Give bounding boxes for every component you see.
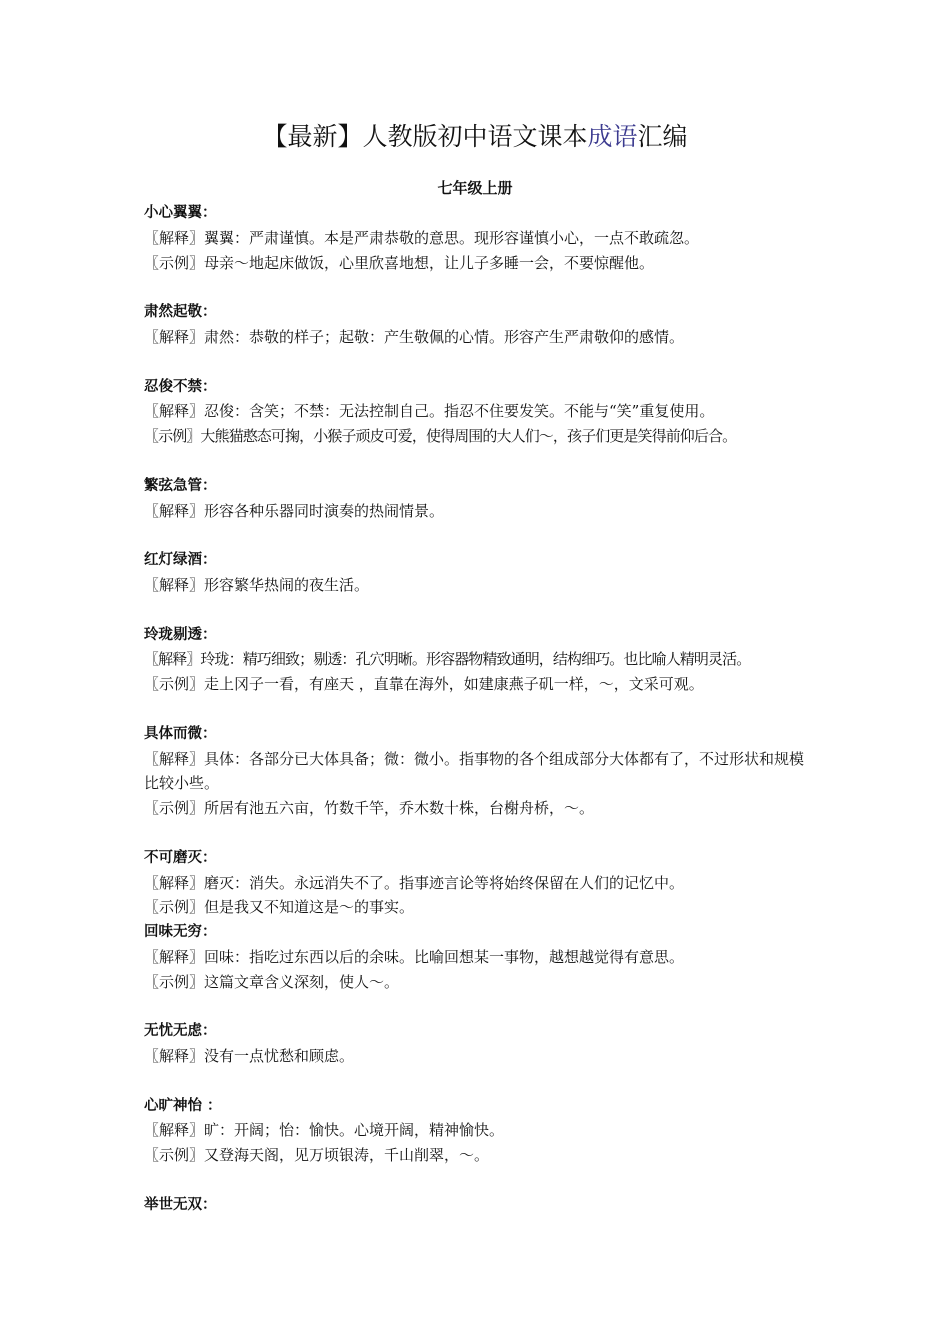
idiom-example: 〖示例〗这篇文章含义深刻，使人～。: [144, 972, 400, 991]
idiom-term: 肃然起敬：: [144, 304, 217, 321]
title-accent: 成语: [587, 122, 638, 151]
idiom-list: [144, 201, 812, 1218]
idiom-explanation: 〖解释〗磨灭：消失。永远消失不了。指事迹言论等将始终保留在人们的记忆中。: [144, 873, 685, 892]
idiom-example: 〖示例〗又登海天阁，见万顷银涛，千山削翠，～。: [144, 1146, 490, 1165]
idiom-example: 〖示例〗但是我又不知道这是～的事实。: [144, 898, 415, 917]
idiom-entry: [144, 548, 812, 598]
idiom-entry: [144, 1019, 812, 1069]
section-heading: 七年级上册: [437, 179, 513, 197]
idiom-term: 玲珑剔透：: [144, 626, 217, 643]
idiom-entry: [144, 375, 812, 449]
idiom-entry: [144, 201, 812, 275]
idiom-entry: [144, 920, 812, 994]
idiom-explanation: 〖解释〗肃然：恭敬的样子；起敬：产生敬佩的心情。形容产生严肃敬仰的感情。: [144, 327, 685, 346]
idiom-term: 不可磨灭：: [144, 849, 217, 866]
idiom-example: 〖示例〗所居有池五六亩，竹数千竿，乔木数十株，台榭舟桥，～。: [144, 799, 595, 818]
idiom-example: 〖示例〗走上冈子一看，有座天 ，直靠在海外，如建康燕子矶一样，～，文采可观。: [144, 675, 704, 694]
idiom-explanation: 〖解释〗形容繁华热闹的夜生活。: [144, 575, 370, 594]
idiom-term: 红灯绿酒：: [144, 552, 217, 569]
idiom-explanation: 〖解释〗玲珑：精巧细致；剔透：孔穴明晰。形容器物精致通明，结构细巧。也比喻人精明灵活。: [144, 650, 751, 669]
idiom-entry: [144, 623, 812, 697]
idiom-entry: [144, 474, 812, 524]
idiom-term: 小心翼翼：: [144, 205, 217, 221]
idiom-explanation: 〖解释〗回味：指吃过东西以后的余味。比喻回想某一事物，越想越觉得有意思。: [144, 947, 685, 966]
idiom-term: 心旷神怡 ：: [144, 1097, 222, 1114]
document-title: [0, 120, 950, 154]
idiom-entry: [144, 1193, 812, 1218]
idiom-term: 忍俊不禁：: [144, 378, 217, 395]
idiom-explanation: 〖解释〗翼翼：严肃谨慎。本是严肃恭敬的意思。现形容谨慎小心，一点不敢疏忽。: [144, 228, 700, 247]
idiom-explanation: 〖解释〗具体：各部分已大体具备；微：微小。指事物的各个组成部分大体都有了，不过形状和规模比较小些。: [144, 749, 805, 793]
idiom-explanation: 〖解释〗忍俊：含笑；不禁：无法控制自己。指忍不住要发笑。不能与“笑”重复使用。: [144, 402, 715, 421]
idiom-term: 具体而微：: [144, 725, 217, 742]
idiom-entry: [144, 846, 812, 920]
idiom-entry: [144, 300, 812, 350]
idiom-explanation: 〖解释〗旷：开阔；怡：愉快。心境开阔，精神愉快。: [144, 1121, 505, 1140]
idiom-entry: [144, 1094, 812, 1168]
idiom-term: 无忧无虑：: [144, 1023, 217, 1040]
idiom-term: 繁弦急管：: [144, 477, 217, 494]
idiom-explanation: 〖解释〗没有一点忧愁和顾虑。: [144, 1047, 355, 1066]
idiom-example: 〖示例〗大熊猫憨态可掬，小猴子顽皮可爱，使得周围的大人们～，孩子们更是笑得前仰后合。: [144, 427, 737, 446]
title-prefix: 【最新】人教版初中语文课本: [262, 122, 588, 151]
idiom-entry: [144, 722, 812, 821]
idiom-term: 回味无穷：: [144, 924, 217, 941]
idiom-example: 〖示例〗母亲～地起床做饭，心里欣喜地想，让儿子多睡一会，不要惊醒他。: [144, 253, 655, 272]
title-suffix: 汇编: [637, 122, 688, 151]
idiom-explanation: 〖解释〗形容各种乐器同时演奏的热闹情景。: [144, 501, 445, 520]
idiom-term: 举世无双：: [144, 1196, 217, 1213]
